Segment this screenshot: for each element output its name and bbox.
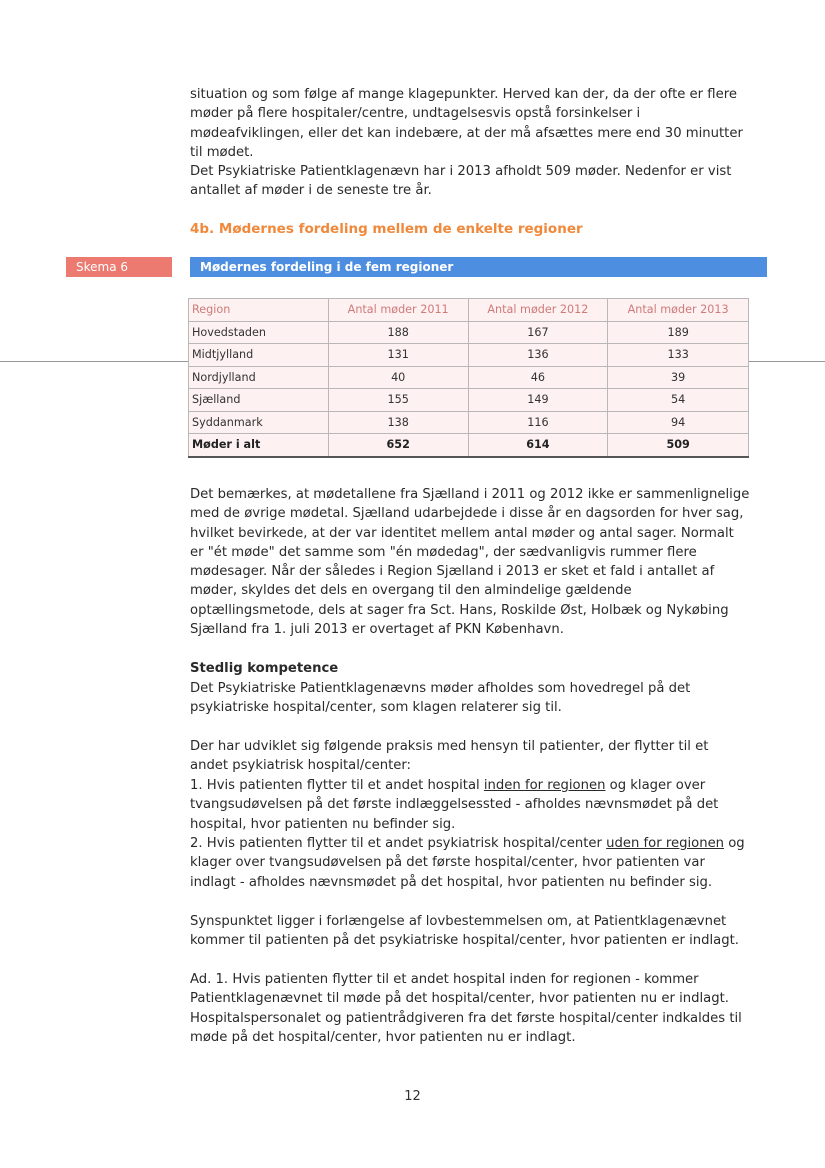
value-cell: 136: [468, 344, 608, 367]
section-heading: 4b. Mødernes fordeling mellem de enkelte regioner: [190, 221, 583, 237]
body-paragraph-7: Ad. 1. Hvis patienten flytter til et andet hospital inden for regionen - kommer Patientklagenævnet til møde på det hospital/center, hvor patienten nu er indlagt. Hospitalspersonalet og patientrådgiveren fra det første hospital/center indkaldes til møde på det hospital/center, hvor patienten nu er indlagt.: [190, 972, 742, 1045]
table-header: Antal møder 2013: [608, 299, 749, 322]
table-row: [189, 344, 749, 367]
total-value-cell: 509: [608, 434, 749, 457]
value-cell: 131: [328, 344, 468, 367]
item-text: 1. Hvis patienten flytter til et andet hospital: [190, 778, 484, 793]
underlined-text: inden for regionen: [483, 778, 606, 793]
body-paragraph-4: Det Psykiatriske Patientklagenævns møder afholdes som hovedregel på det psykiatriske hospital/center, som klagen relaterer sig til.: [190, 681, 691, 716]
body-paragraph-5-intro: Der har udviklet sig følgende praksis med hensyn til patienter, der flytter til et andet psykiatrisk hospital/center:: [190, 739, 709, 774]
value-cell: 54: [608, 389, 749, 412]
table-header: Antal møder 2012: [468, 299, 608, 322]
body-paragraph-5-item-2: [190, 834, 750, 892]
value-cell: 138: [328, 411, 468, 434]
intro-paragraph-2: Det Psykiatriske Patientklagenævn har i 2013 afholdt 509 møder. Nedenfor er vist antallet af møder i de seneste tre år.: [190, 164, 732, 199]
table-total-row: [189, 434, 749, 457]
table-header: Antal møder 2011: [328, 299, 468, 322]
table-header: Region: [189, 299, 329, 322]
skema-title-bar: Mødernes fordeling i de fem regioner: [190, 257, 767, 277]
underlined-text: uden for regionen: [606, 836, 725, 851]
table-row: [189, 411, 749, 434]
value-cell: 46: [468, 366, 608, 389]
total-value-cell: 614: [468, 434, 608, 457]
body-paragraph-6: Synspunktet ligger i forlængelse af lovbestemmelsen om, at Patientklagenævnet kommer til patienten på det psykiatriske hospital/center, hvor patienten er indlagt.: [190, 914, 739, 949]
region-cell: Sjælland: [189, 389, 329, 412]
region-cell: Nordjylland: [189, 366, 329, 389]
region-cell: Syddanmark: [189, 411, 329, 434]
value-cell: 39: [608, 366, 749, 389]
value-cell: 149: [468, 389, 608, 412]
stedlig-heading: Stedlig kompetence: [190, 661, 339, 676]
body-paragraph-5-item-1: [190, 776, 750, 834]
region-cell: Midtjylland: [189, 344, 329, 367]
meetings-table: [188, 298, 749, 458]
item-text: 2. Hvis patienten flytter til et andet psykiatrisk hospital/center: [190, 836, 607, 851]
value-cell: 116: [468, 411, 608, 434]
body-paragraph-3: Det bemærkes, at mødetallene fra Sjælland i 2011 og 2012 ikke er sammenlignelige med de øvrige mødetal. Sjælland udarbejdede i disse år en dagsorden for hver sag, hvilket bevirkede, at der var identitet mellem antal møder og antal sager. Normalt er "ét møde" det samme som "én mødedag", der sædvanligvis rummer flere mødesager. Når der således i Region Sjælland i 2013 er sket et fald i antallet af møder, skyldes det dels en overgang til den almindelige gældende optællingsmetode, dels at sager fra Sct. Hans, Roskilde Øst, Holbæk og Nykøbing Sjælland fra 1. juli 2013 er overtaget af PKN København.: [190, 487, 750, 638]
value-cell: 40: [328, 366, 468, 389]
intro-paragraph-1: situation og som følge af mange klagepunkter. Herved kan der, da der ofte er flere møder på flere hospitaler/centre, undtagelsesvis opstå forsinkelser i mødeafviklingen, eller det kan indebære, at der må afsættes mere end 30 minutter til mødet.: [190, 87, 743, 160]
value-cell: 94: [608, 411, 749, 434]
item-text: og klager over tvangsudøvelsen på det første indlæggelsessted - afholdes nævnsmødet på det hospital, hvor patienten nu befinder sig.: [190, 778, 719, 832]
region-cell: Hovedstaden: [189, 321, 329, 344]
value-cell: 167: [468, 321, 608, 344]
value-cell: 133: [608, 344, 749, 367]
item-text: og klager over tvangsudøvelsen på det første hospital/center, hvor patienten var indlagt - afholdes nævnsmødet på det hospital, hvor patienten nu befinder sig.: [190, 836, 745, 890]
skema-label: Skema 6: [66, 257, 172, 277]
value-cell: 189: [608, 321, 749, 344]
table-row: [189, 321, 749, 344]
value-cell: 155: [328, 389, 468, 412]
value-cell: 188: [328, 321, 468, 344]
total-label-cell: Møder i alt: [189, 434, 329, 457]
page-number: 12: [404, 1089, 421, 1104]
total-value-cell: 652: [328, 434, 468, 457]
table-row: [189, 389, 749, 412]
table-header-row: [189, 299, 749, 322]
table-row: [189, 366, 749, 389]
